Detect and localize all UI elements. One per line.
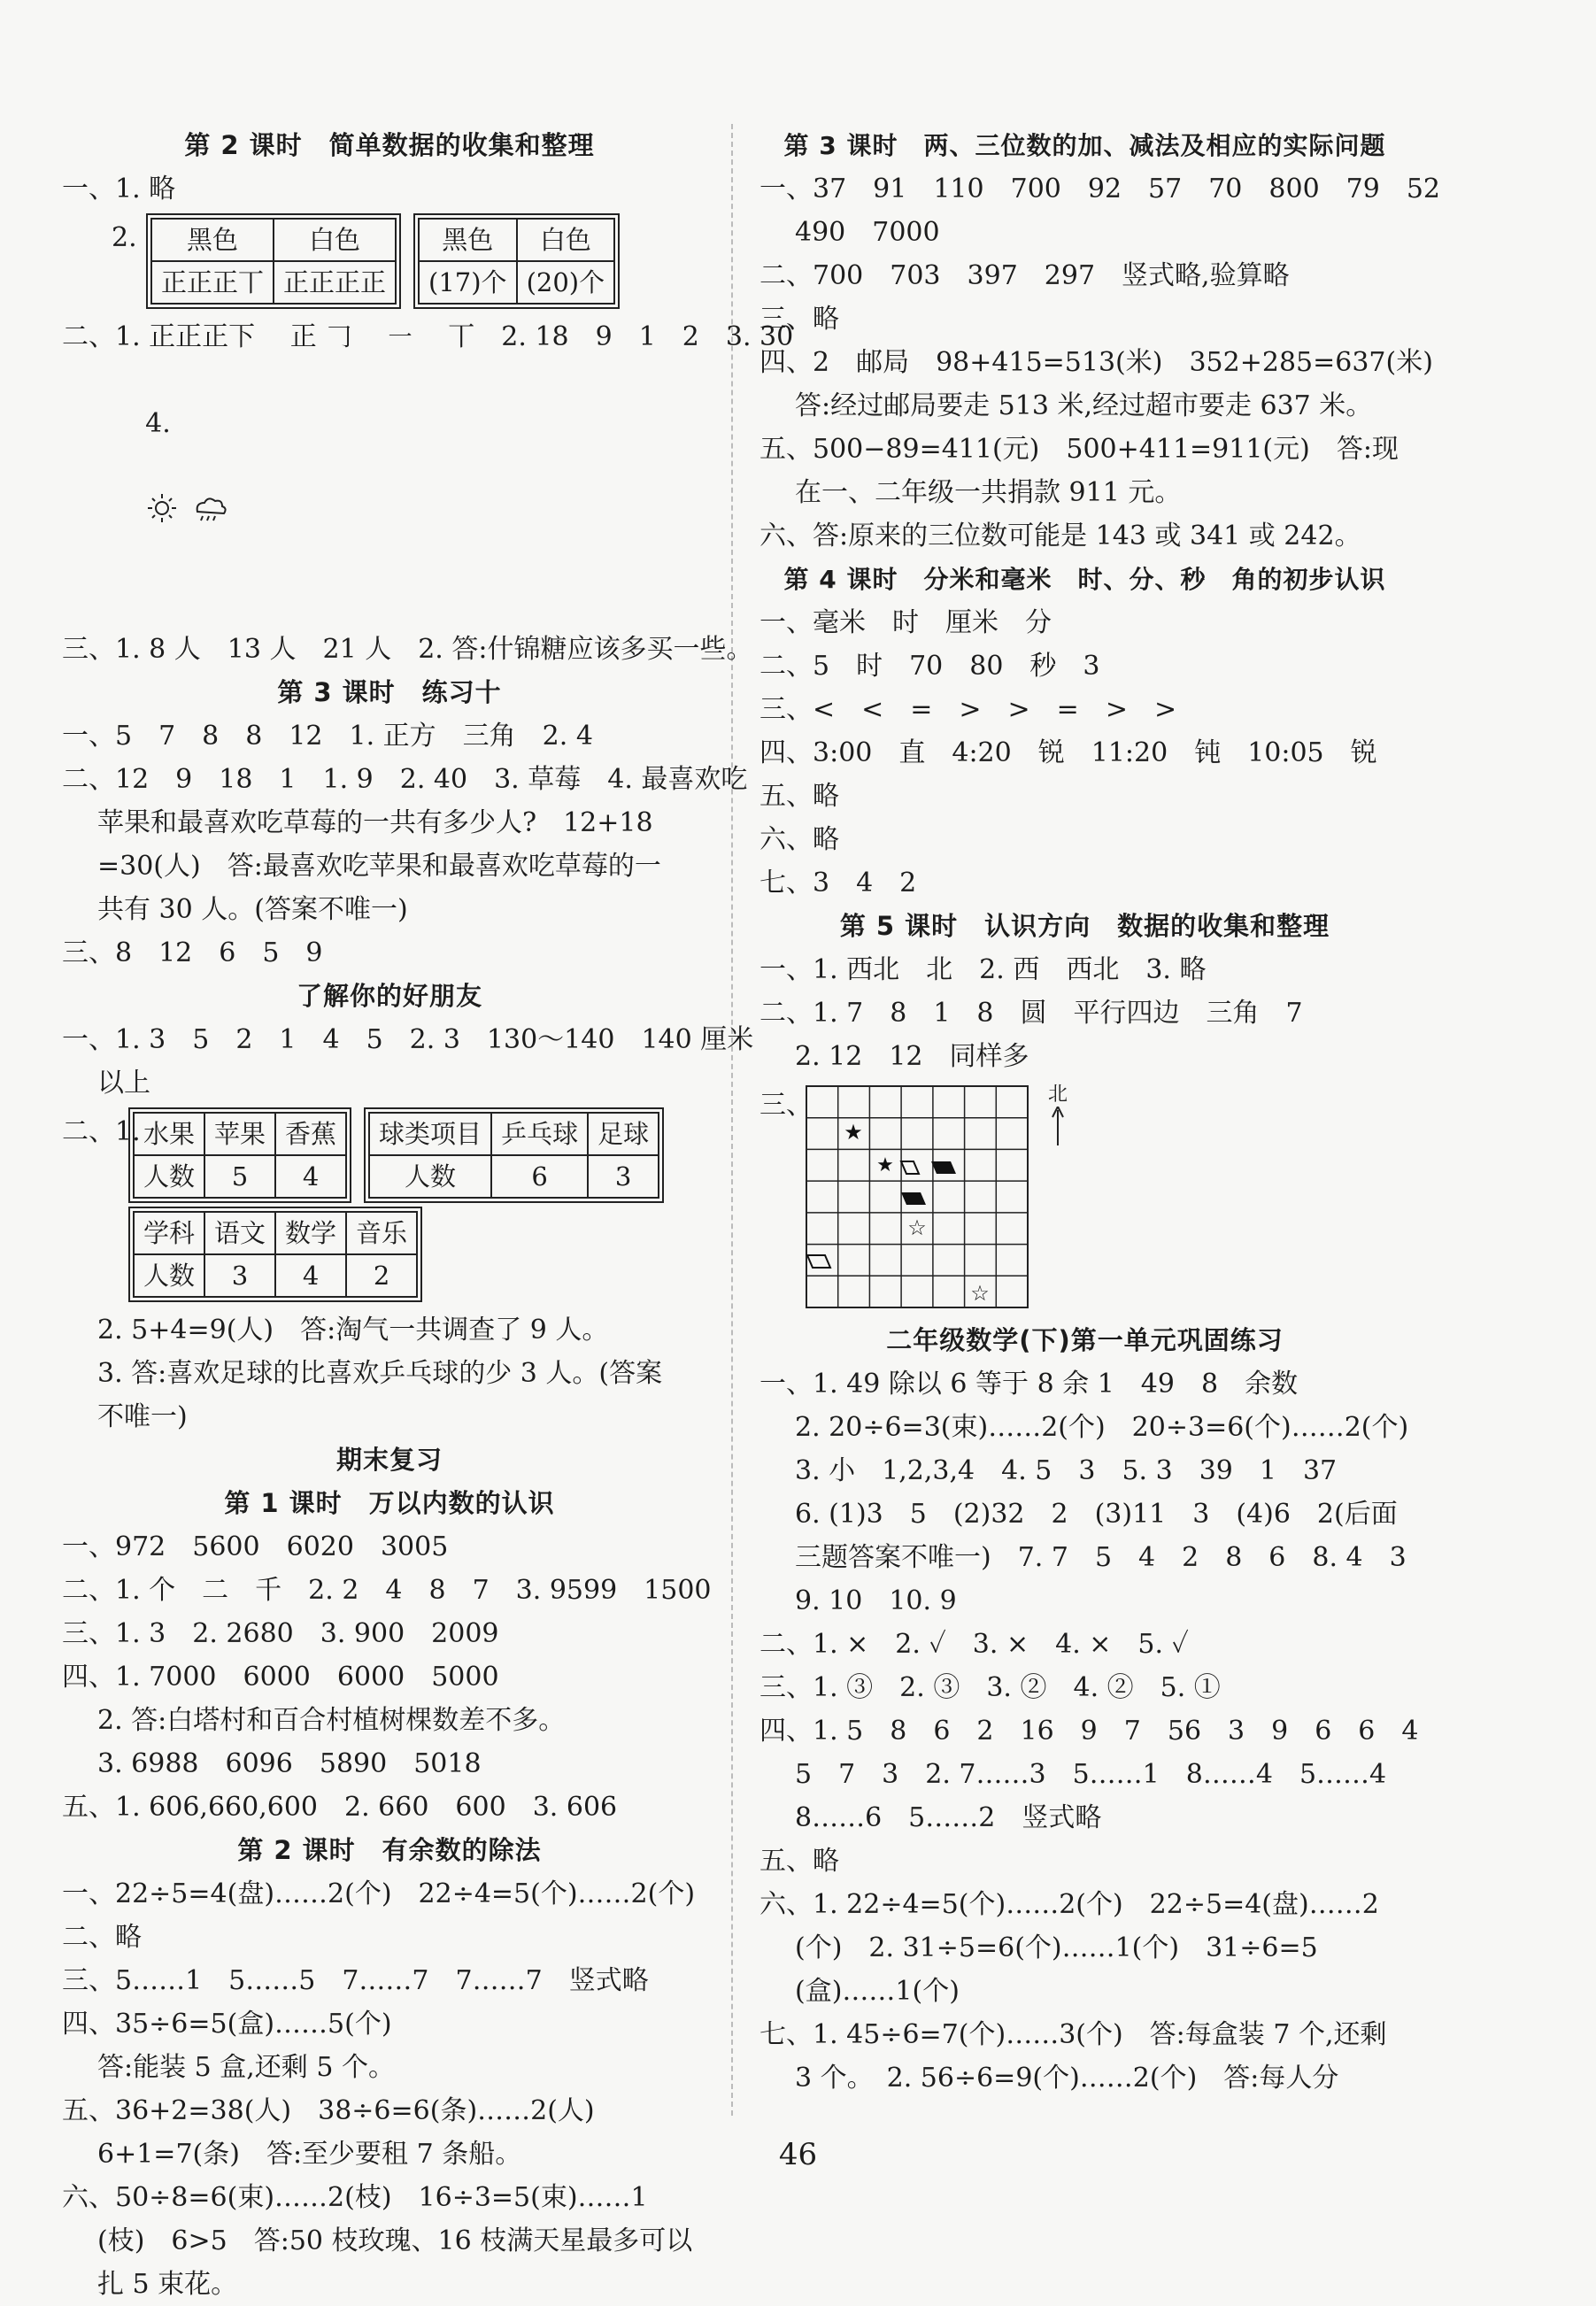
left-column: [62, 124, 794, 2306]
answer-line: 不唯一): [97, 1401, 188, 1432]
table-cell: 语文: [204, 1212, 275, 1254]
answer-line: 3. 答:喜欢足球的比喜欢乒乓球的少 3 人。(答案: [97, 1358, 663, 1389]
answer-line: 一、毫米 时 厘米 分: [759, 607, 1052, 638]
north-label: 北: [1048, 1084, 1068, 1106]
page-number: 46: [778, 2137, 818, 2172]
item-number: 二、1.: [62, 1116, 141, 1147]
table-cell: 人数: [134, 1254, 204, 1297]
answer-line: 三、略: [759, 304, 839, 335]
answer-line: 六、50÷8=6(束)……2(枝) 16÷3=5(束)……1: [62, 2182, 648, 2213]
answer-line: 苹果和最喜欢吃草莓的一共有多少人? 12+18: [97, 807, 653, 838]
section-title: 二年级数学(下)第一单元巩固练习: [886, 1325, 1284, 1355]
answer-line: 三、5……1 5……5 7……7 7……7 竖式略: [62, 1965, 649, 1996]
answer-line: 三题答案不唯一) 7. 7 5 4 2 8 6 8. 4 3: [795, 1542, 1407, 1573]
table-row: [151, 219, 396, 261]
section-title: 第 2 课时 有余数的除法: [237, 1835, 542, 1865]
answer-line: 3. 6988 6096 5890 5018: [97, 1748, 482, 1779]
survey-tables: [62, 1110, 717, 1200]
section-title: 第 3 课时 两、三位数的加、减法及相应的实际问题: [783, 131, 1386, 160]
answer-line: 六、略: [759, 824, 839, 855]
answer-line: 二、略: [62, 1922, 142, 1953]
table-cell: 足球: [588, 1113, 659, 1155]
parallelogram-outline-icon: [807, 1255, 830, 1268]
answer-line: 三、1. 8 人 13 人 21 人 2. 答:什锦糖应该多买一些。: [62, 634, 753, 665]
direction-grid: [804, 1084, 1030, 1310]
answer-line: 三、1. ③ 2. ③ 3. ② 4. ② 5. ①: [759, 1672, 1221, 1703]
item-number: 三、: [759, 1090, 813, 1121]
parallelogram-filled-icon: [901, 1192, 926, 1205]
table-cell: 白色: [274, 219, 396, 261]
sun-icon: [146, 489, 235, 528]
section-title: 第 2 课时 简单数据的收集和整理: [184, 130, 595, 160]
answer-line: 二、5 时 70 80 秒 3: [759, 651, 1100, 682]
answer-line: 二、12 9 18 1 1. 9 2. 40 3. 草莓 4. 最喜欢吃: [62, 764, 748, 795]
table-cell: (20)个: [517, 261, 615, 304]
answer-line: (盒)……1(个): [795, 1976, 960, 2007]
answer-line: 一、37 91 110 700 92 57 70 800 79 52: [759, 174, 1440, 204]
star-filled-icon: ★: [876, 1154, 894, 1176]
section-title: 期末复习: [335, 1445, 443, 1475]
table-cell: 香蕉: [275, 1113, 346, 1155]
survey-tables: [62, 1209, 717, 1300]
answer-line: 答:能装 5 盒,还剩 5 个。: [97, 2052, 395, 2083]
table-cell: 4: [275, 1254, 346, 1297]
table-row: [151, 261, 396, 304]
answer-line: 六、答:原来的三位数可能是 143 或 341 或 242。: [759, 521, 1361, 551]
table-cell: 人数: [369, 1155, 491, 1198]
answer-line: =30(人) 答:最喜欢吃苹果和最喜欢吃草莓的一: [97, 851, 661, 882]
answer-line: 6. (1)3 5 (2)32 2 (3)11 3 (4)6 2(后面: [795, 1499, 1398, 1530]
answer-line: 四、35÷6=5(盒)……5(个): [62, 2009, 392, 2040]
answer-line: 二、1. 个 二 千 2. 2 4 8 7 3. 9599 1500: [62, 1575, 712, 1606]
table-cell: 水果: [134, 1113, 204, 1155]
answer-line: 以上: [97, 1068, 150, 1099]
answer-line: 3 个。 2. 56÷6=9(个)……2(个) 答:每人分: [795, 2063, 1339, 2094]
answer-line: 四、3:00 直 4:20 锐 11:20 钝 10:05 锐: [759, 737, 1377, 768]
answer-line: 扎 5 束花。: [97, 2269, 238, 2300]
section-title: 第 3 课时 练习十: [277, 677, 502, 707]
table-row: [134, 1254, 417, 1297]
table-row: [134, 1212, 417, 1254]
answer-line: 四、1. 7000 6000 6000 5000: [62, 1662, 499, 1693]
answer-line: 6+1=7(条) 答:至少要租 7 条船。: [97, 2139, 522, 2170]
right-column: [759, 124, 1440, 2100]
direction-grid-block: [759, 1084, 1410, 1310]
table-subject: [133, 1211, 418, 1298]
answer-line: 六、1. 22÷4=5(个)……2(个) 22÷5=4(盘)……2: [759, 1889, 1379, 1920]
table-cell: 球类项目: [369, 1113, 491, 1155]
section-title: 了解你的好朋友: [296, 981, 482, 1011]
table-row: [419, 261, 614, 304]
table-cell: 人数: [134, 1155, 204, 1198]
answer-line: 二、1. 正正正下 正 𠃌 ㇐ 丅 2. 18 9 1 2 3. 30: [62, 321, 794, 352]
answer-line: 三、8 12 6 5 9: [62, 937, 323, 968]
item-number: 4.: [145, 408, 171, 439]
table-tally: [150, 218, 397, 305]
answer-line: 3. 小 1,2,3,4 4. 5 3 5. 3 39 1 37: [795, 1455, 1338, 1486]
answer-line: 五、500−89=411(元) 500+411=911(元) 答:现: [759, 434, 1399, 465]
section-subtitle: 第 1 课时 万以内数的认识: [224, 1488, 555, 1518]
parallelogram-outline-icon: [901, 1161, 919, 1174]
star-outline-icon: ☆: [970, 1281, 990, 1306]
table-cell: 3: [588, 1155, 659, 1198]
answer-line: 一、1. 49 除以 6 等于 8 余 1 49 8 余数: [759, 1369, 1299, 1400]
table-fruit: [133, 1112, 347, 1199]
answer-line: 490 7000: [795, 217, 940, 248]
table-cell: 5: [204, 1155, 275, 1198]
answer-line: (枝) 6>5 答:50 枝玫瑰、16 枝满天星最多可以: [97, 2225, 693, 2256]
table-cell: 乒乓球: [491, 1113, 588, 1155]
answer-line: 2. 20÷6=3(束)……2(个) 20÷3=6(个)……2(个): [795, 1412, 1409, 1443]
answer-line: 一、1. 略: [62, 174, 176, 204]
answer-line: 五、略: [759, 781, 839, 812]
table-cell: 6: [491, 1155, 588, 1198]
answer-line: 一、22÷5=4(盘)……2(个) 22÷4=5(个)……2(个): [62, 1878, 696, 1909]
answer-line: 三、1. 3 2. 2680 3. 900 2009: [62, 1618, 499, 1649]
section-title: 第 4 课时 分米和毫米 时、分、秒 角的初步认识: [783, 565, 1386, 594]
section-title: 第 5 课时 认识方向 数据的收集和整理: [839, 911, 1330, 941]
table-cell: 苹果: [204, 1113, 275, 1155]
table-cell: 3: [204, 1254, 275, 1297]
table-cell: 4: [275, 1155, 346, 1198]
answer-line: 二、1. × 2. ✓ 3. × 4. × 5. ✓: [759, 1629, 1189, 1660]
table-count: [418, 218, 615, 305]
star-outline-icon: ☆: [907, 1215, 927, 1240]
answer-line: 二、1. 7 8 1 8 圆 平行四边 三角 7: [759, 998, 1303, 1029]
answer-line: 五、略: [759, 1846, 839, 1877]
answer-line: 2. 12 12 同样多: [795, 1041, 1029, 1072]
answer-line: 共有 30 人。(答案不唯一): [97, 894, 408, 925]
answer-line: 一、972 5600 6020 3005: [62, 1531, 449, 1562]
answer-line: 七、3 4 2: [759, 868, 917, 898]
table-row: [134, 1155, 346, 1198]
column-divider: [731, 124, 733, 2116]
tally-tables: [62, 216, 717, 306]
answer-line: 五、36+2=38(人) 38÷6=6(条)……2(人): [62, 2095, 595, 2126]
answer-line: 8……6 5……2 竖式略: [795, 1802, 1102, 1833]
answer-line: 二、700 703 397 297 竖式略,验算略: [759, 260, 1290, 291]
table-cell: 正正正正: [274, 261, 396, 304]
table-cell: 黑色: [151, 219, 274, 261]
weather-icons: [96, 445, 235, 584]
table-cell: 白色: [517, 219, 615, 261]
answer-line: 在一、二年级一共捐款 911 元。: [795, 477, 1182, 508]
table-cell: (17)个: [419, 261, 517, 304]
table-cell: 音乐: [346, 1212, 417, 1254]
star-filled-icon: ★: [844, 1120, 863, 1145]
answer-line: 答:经过邮局要走 513 米,经过超市要走 637 米。: [795, 390, 1373, 421]
north-indicator: [1048, 1084, 1068, 1145]
table-cell: 数学: [275, 1212, 346, 1254]
north-arrow-icon: [1052, 1107, 1064, 1145]
table-row: [419, 219, 614, 261]
table-cell: 学科: [134, 1212, 204, 1254]
answer-line: 2. 5+4=9(人) 答:淘气一共调查了 9 人。: [97, 1315, 609, 1346]
answer-line: 一、1. 3 5 2 1 4 5 2. 3 130～140 140 厘米: [62, 1024, 754, 1055]
parallelogram-filled-icon: [931, 1161, 956, 1174]
answer-line: 2. 答:白塔村和百合村植树棵数差不多。: [97, 1705, 566, 1736]
table-cell: 黑色: [419, 219, 517, 261]
table-row: [369, 1113, 659, 1155]
answer-line: [62, 359, 717, 628]
table-ball-sports: [368, 1112, 659, 1199]
item-number: 2.: [112, 222, 137, 253]
table-cell: 正正正丅: [151, 261, 274, 304]
answer-line: 9. 10 10. 9: [795, 1585, 957, 1616]
answer-line: 一、1. 西北 北 2. 西 西北 3. 略: [759, 954, 1207, 985]
answer-line: 四、1. 5 8 6 2 16 9 7 56 3 9 6 6 4: [759, 1716, 1419, 1747]
answer-line: 四、2 邮局 98+415=513(米) 352+285=637(米): [759, 347, 1433, 378]
answer-line: 一、5 7 8 8 12 1. 正方 三角 2. 4: [62, 721, 593, 752]
table-row: [134, 1113, 346, 1155]
answer-line: (个) 2. 31÷5=6(个)……1(个) 31÷6=5: [795, 1932, 1318, 1963]
answer-line: 三、< < = > > = > >: [759, 694, 1177, 725]
table-row: [369, 1155, 659, 1198]
answer-line: 七、1. 45÷6=7(个)……3(个) 答:每盒装 7 个,还剩: [759, 2019, 1387, 2050]
table-cell: 2: [346, 1254, 417, 1297]
answer-line: 5 7 3 2. 7……3 5……1 8……4 5……4: [795, 1759, 1387, 1790]
answer-line: 五、1. 606,660,600 2. 660 600 3. 606: [62, 1792, 618, 1823]
